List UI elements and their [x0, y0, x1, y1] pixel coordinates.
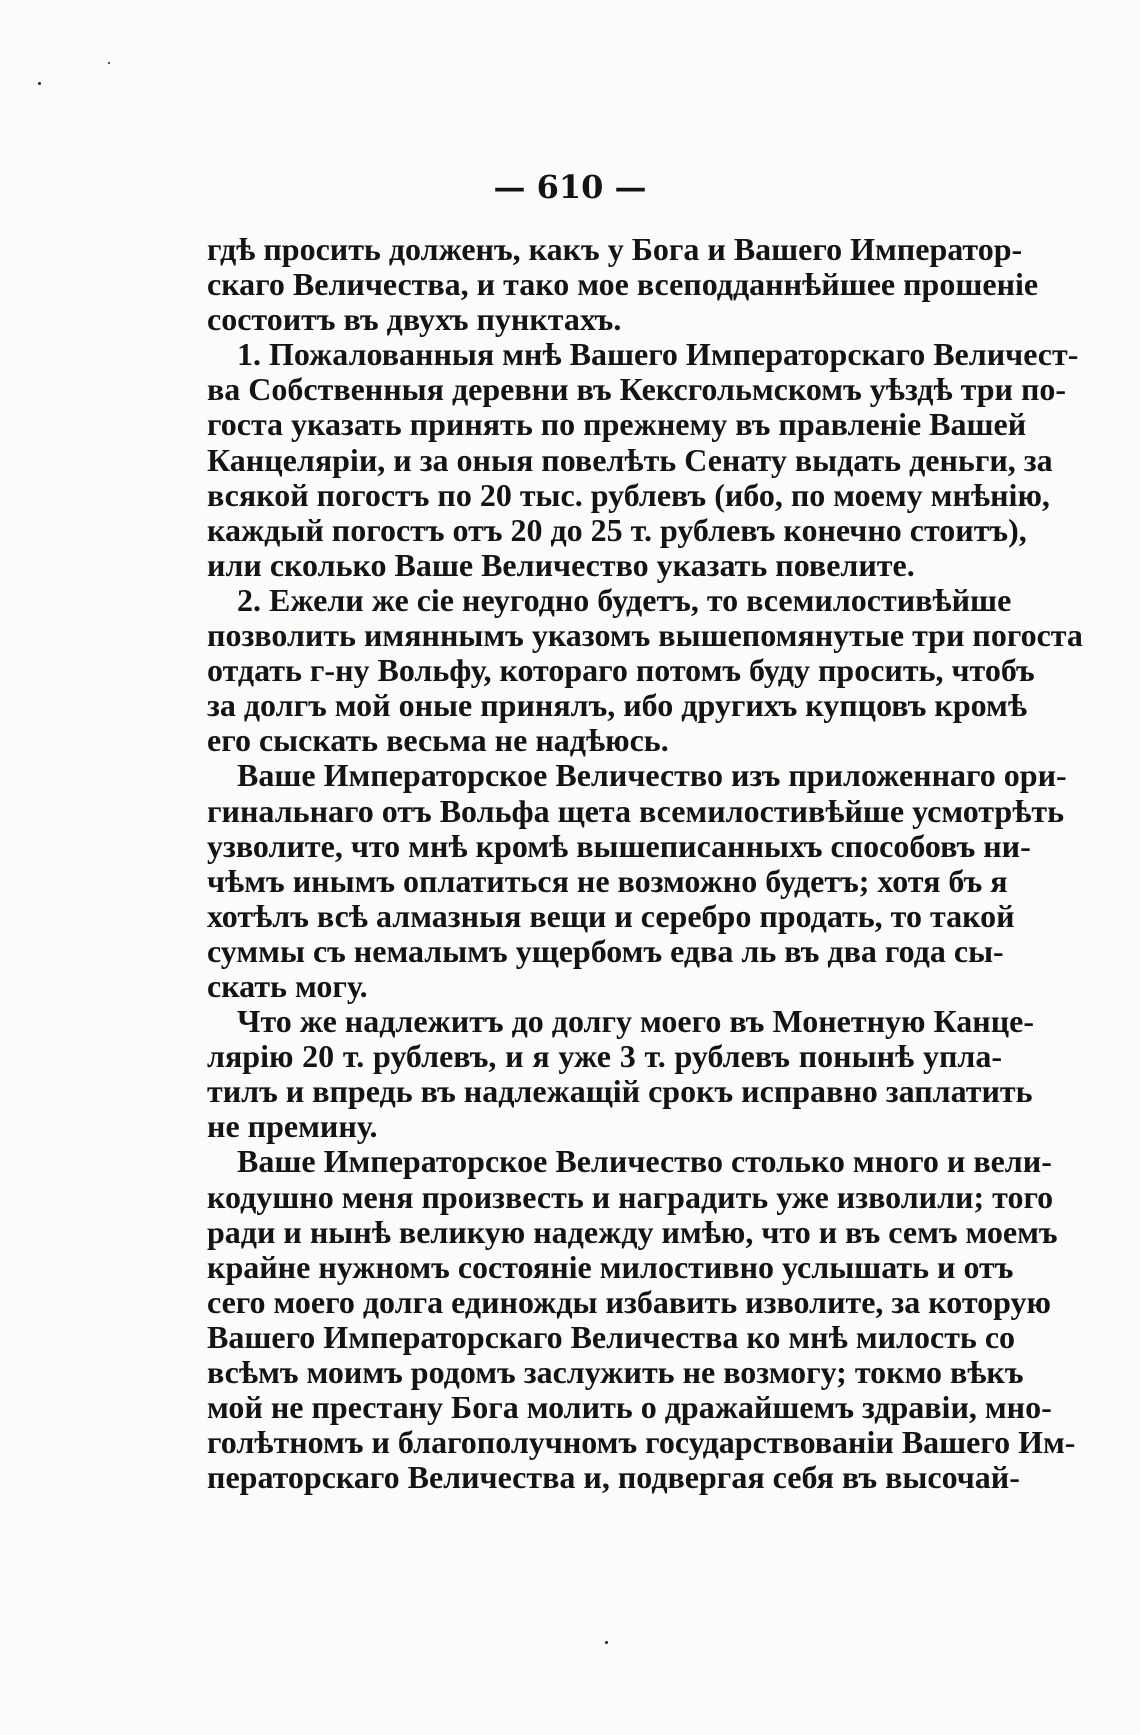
text-line: за долгъ мой оные принялъ, ибо другихъ купцовъ кромѣ: [207, 687, 1028, 724]
page-number: — 610 —: [493, 168, 647, 206]
text-line: всѣмъ моимъ родомъ заслужить не возмогу; токмо вѣкъ: [207, 1354, 1024, 1390]
text-line: его сыскать весьма не надѣюсь.: [207, 722, 669, 759]
text-line: ради и нынѣ великую надежду имѣю, что и въ семъ моемъ: [207, 1213, 1058, 1250]
text-line: ва Собственныя деревни въ Кексгольмскомъ уѣздѣ три по-: [207, 371, 1067, 408]
text-line: суммы съ немалымъ ущербомъ едва ль въ два года сы-: [207, 932, 1004, 969]
paragraph-wolf-account: [207, 757, 1067, 1004]
text-line: тилъ и впредь въ надлежащій срокъ исправно заплатить: [207, 1073, 1033, 1110]
paragraph-mint-debt: [207, 1003, 1034, 1145]
text-line: крайне нужномъ состояніе милостивно услышать и отъ: [207, 1248, 1014, 1285]
paragraph-petition: [207, 1143, 1076, 1496]
text-line: чѣмъ инымъ оплатиться не возможно будетъ; хотя бъ я: [207, 862, 1008, 899]
text-line: 2. Ежели же сіе неугодно будетъ, то всемилостивѣйше: [237, 581, 1012, 618]
scan-speck: [108, 62, 110, 64]
text-line: скать могу.: [207, 967, 368, 1004]
text-line: гинальнаго отъ Вольфа щета всемилостивѣйше усмотрѣть: [207, 792, 1065, 829]
text-line: скаго Величества, и тако мое всеподданнѣйшее прошеніе: [207, 266, 1039, 303]
text-line: каждый погостъ отъ 20 до 25 т. рублевъ конечно стоитъ),: [207, 511, 1027, 548]
text-line: ператорскаго Величества и, подвергая себя въ высочай-: [207, 1459, 1020, 1496]
text-line: Ваше Императорское Величество столько много и вели-: [237, 1143, 1052, 1180]
paragraph-point-2: [207, 581, 1083, 759]
text-line: или сколько Ваше Величество указать повелите.: [207, 546, 915, 583]
text-line: гдѣ просить долженъ, какъ у Бога и Вашего Император-: [207, 231, 1023, 267]
text-line: Что же надлежитъ до долгу моего въ Монетную Канце-: [237, 1003, 1034, 1040]
text-line: кодушно меня произвесть и наградить уже изволили; того: [207, 1178, 1054, 1215]
text-line: отдать г-ну Вольфу, котораго потомъ буду просить, чтобъ: [207, 652, 1035, 689]
paragraph-intro: [207, 231, 1039, 338]
text-line: Ваше Императорское Величество изъ приложеннаго ори-: [237, 757, 1067, 794]
scan-speck: [38, 82, 41, 85]
text-line: хотѣлъ всѣ алмазныя вещи и серебро продать, то такой: [207, 897, 1015, 934]
text-line: всякой погостъ по 20 тыс. рублевъ (ибо, по моему мнѣнію,: [207, 476, 1050, 513]
text-line: лярію 20 т. рублевъ, и я уже 3 т. рублевъ понынѣ упла-: [207, 1038, 1002, 1075]
scan-speck: [605, 1641, 608, 1644]
text-line: позволить имяннымъ указомъ вышепомянутые три погоста: [207, 617, 1083, 654]
paragraph-point-1: [207, 336, 1079, 583]
text-line: узволите, что мнѣ кромѣ вышеписанныхъ способовъ ни-: [207, 827, 1031, 864]
text-line: сего моего долга единожды избавить изволите, за которую: [207, 1283, 1051, 1320]
text-line: Канцеляріи, и за оныя повелѣть Сенату выдать деньги, за: [207, 441, 1053, 478]
text-line: мой не престану Бога молить о дражайшемъ здравіи, мно-: [207, 1389, 1052, 1426]
text-line: не премину.: [207, 1108, 378, 1145]
text-line: голѣтномъ и благополучномъ государствованіи Вашего Им-: [207, 1424, 1076, 1461]
text-line: Вашего Императорскаго Величества ко мнѣ милость со: [207, 1318, 1016, 1355]
text-line: 1. Пожалованныя мнѣ Вашего Императорскаго Величест-: [237, 336, 1079, 373]
text-line: госта указать принять по прежнему въ правленіе Вашей: [207, 406, 1027, 443]
text-line: состоитъ въ двухъ пунктахъ.: [207, 301, 622, 338]
body-text: [207, 231, 1083, 1496]
